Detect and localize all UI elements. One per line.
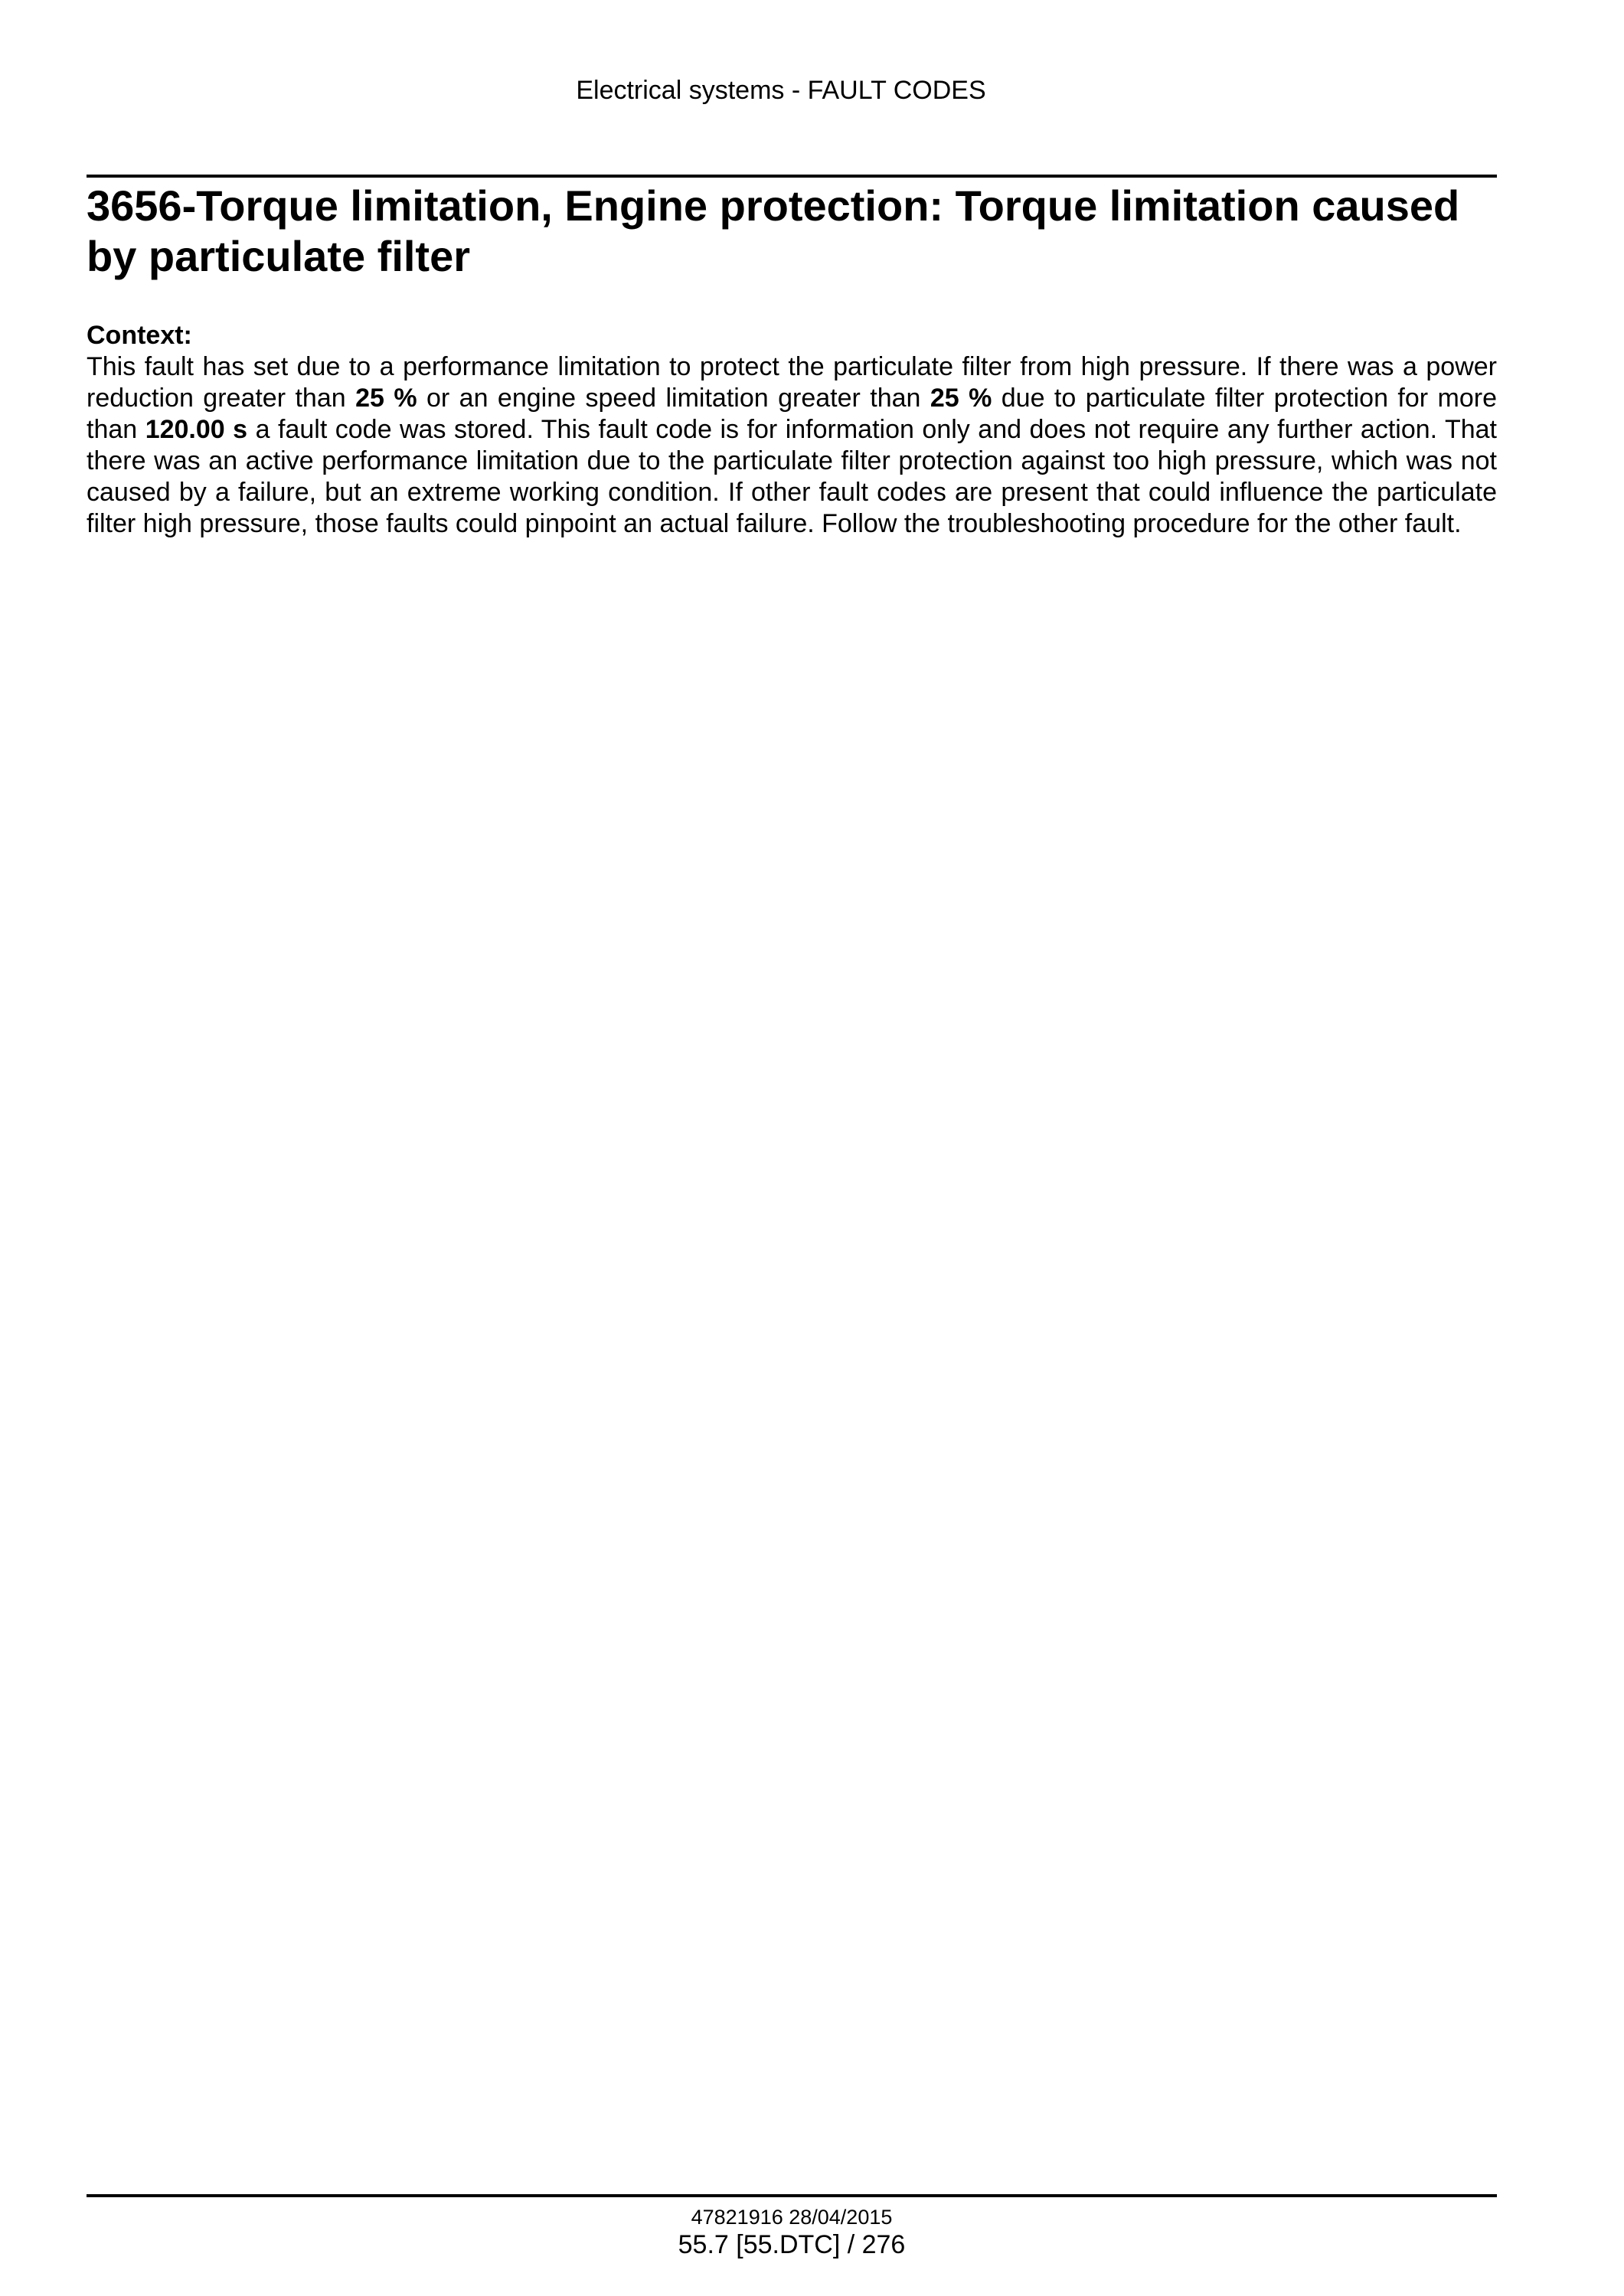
document-reference: 47821916 28/04/2015 (691, 2206, 893, 2229)
context-paragraph (87, 351, 1497, 540)
context-text: or an engine speed limitation greater than (417, 384, 930, 413)
running-header: Electrical systems - FAULT CODES (576, 76, 986, 105)
header-divider (87, 175, 1497, 178)
page-reference: 55.7 [55.DTC] / 276 (678, 2230, 906, 2259)
speed-limitation-threshold: 25 % (930, 384, 992, 413)
fault-code-title: 3656-Torque limitation, Engine protection: Torque limitation caused by particulate filter (87, 181, 1460, 280)
duration-threshold: 120.00 s (145, 415, 248, 444)
context-text: This fault has set due to a performance limitation to protect the particulate filter from high pressure. If there was a power reduction greater than (87, 352, 1497, 413)
context-text: a fault code was stored. This fault code is for information only and does not require any further action. That there was an active performance limitation due to the particulate filter protection against too high pressure, which was not caused by a failure, but an extreme working condition. If other fault codes are present that could influence the particulate filter high pressure, those faults could pinpoint an actual failure. Follow the troubleshooting procedure for the other fault. (87, 415, 1497, 538)
context-text: due to particulate filter protection for more than (87, 384, 1498, 444)
footer-divider (87, 2194, 1497, 2197)
power-reduction-threshold: 25 % (355, 384, 417, 413)
context-label: Context: (87, 321, 192, 350)
